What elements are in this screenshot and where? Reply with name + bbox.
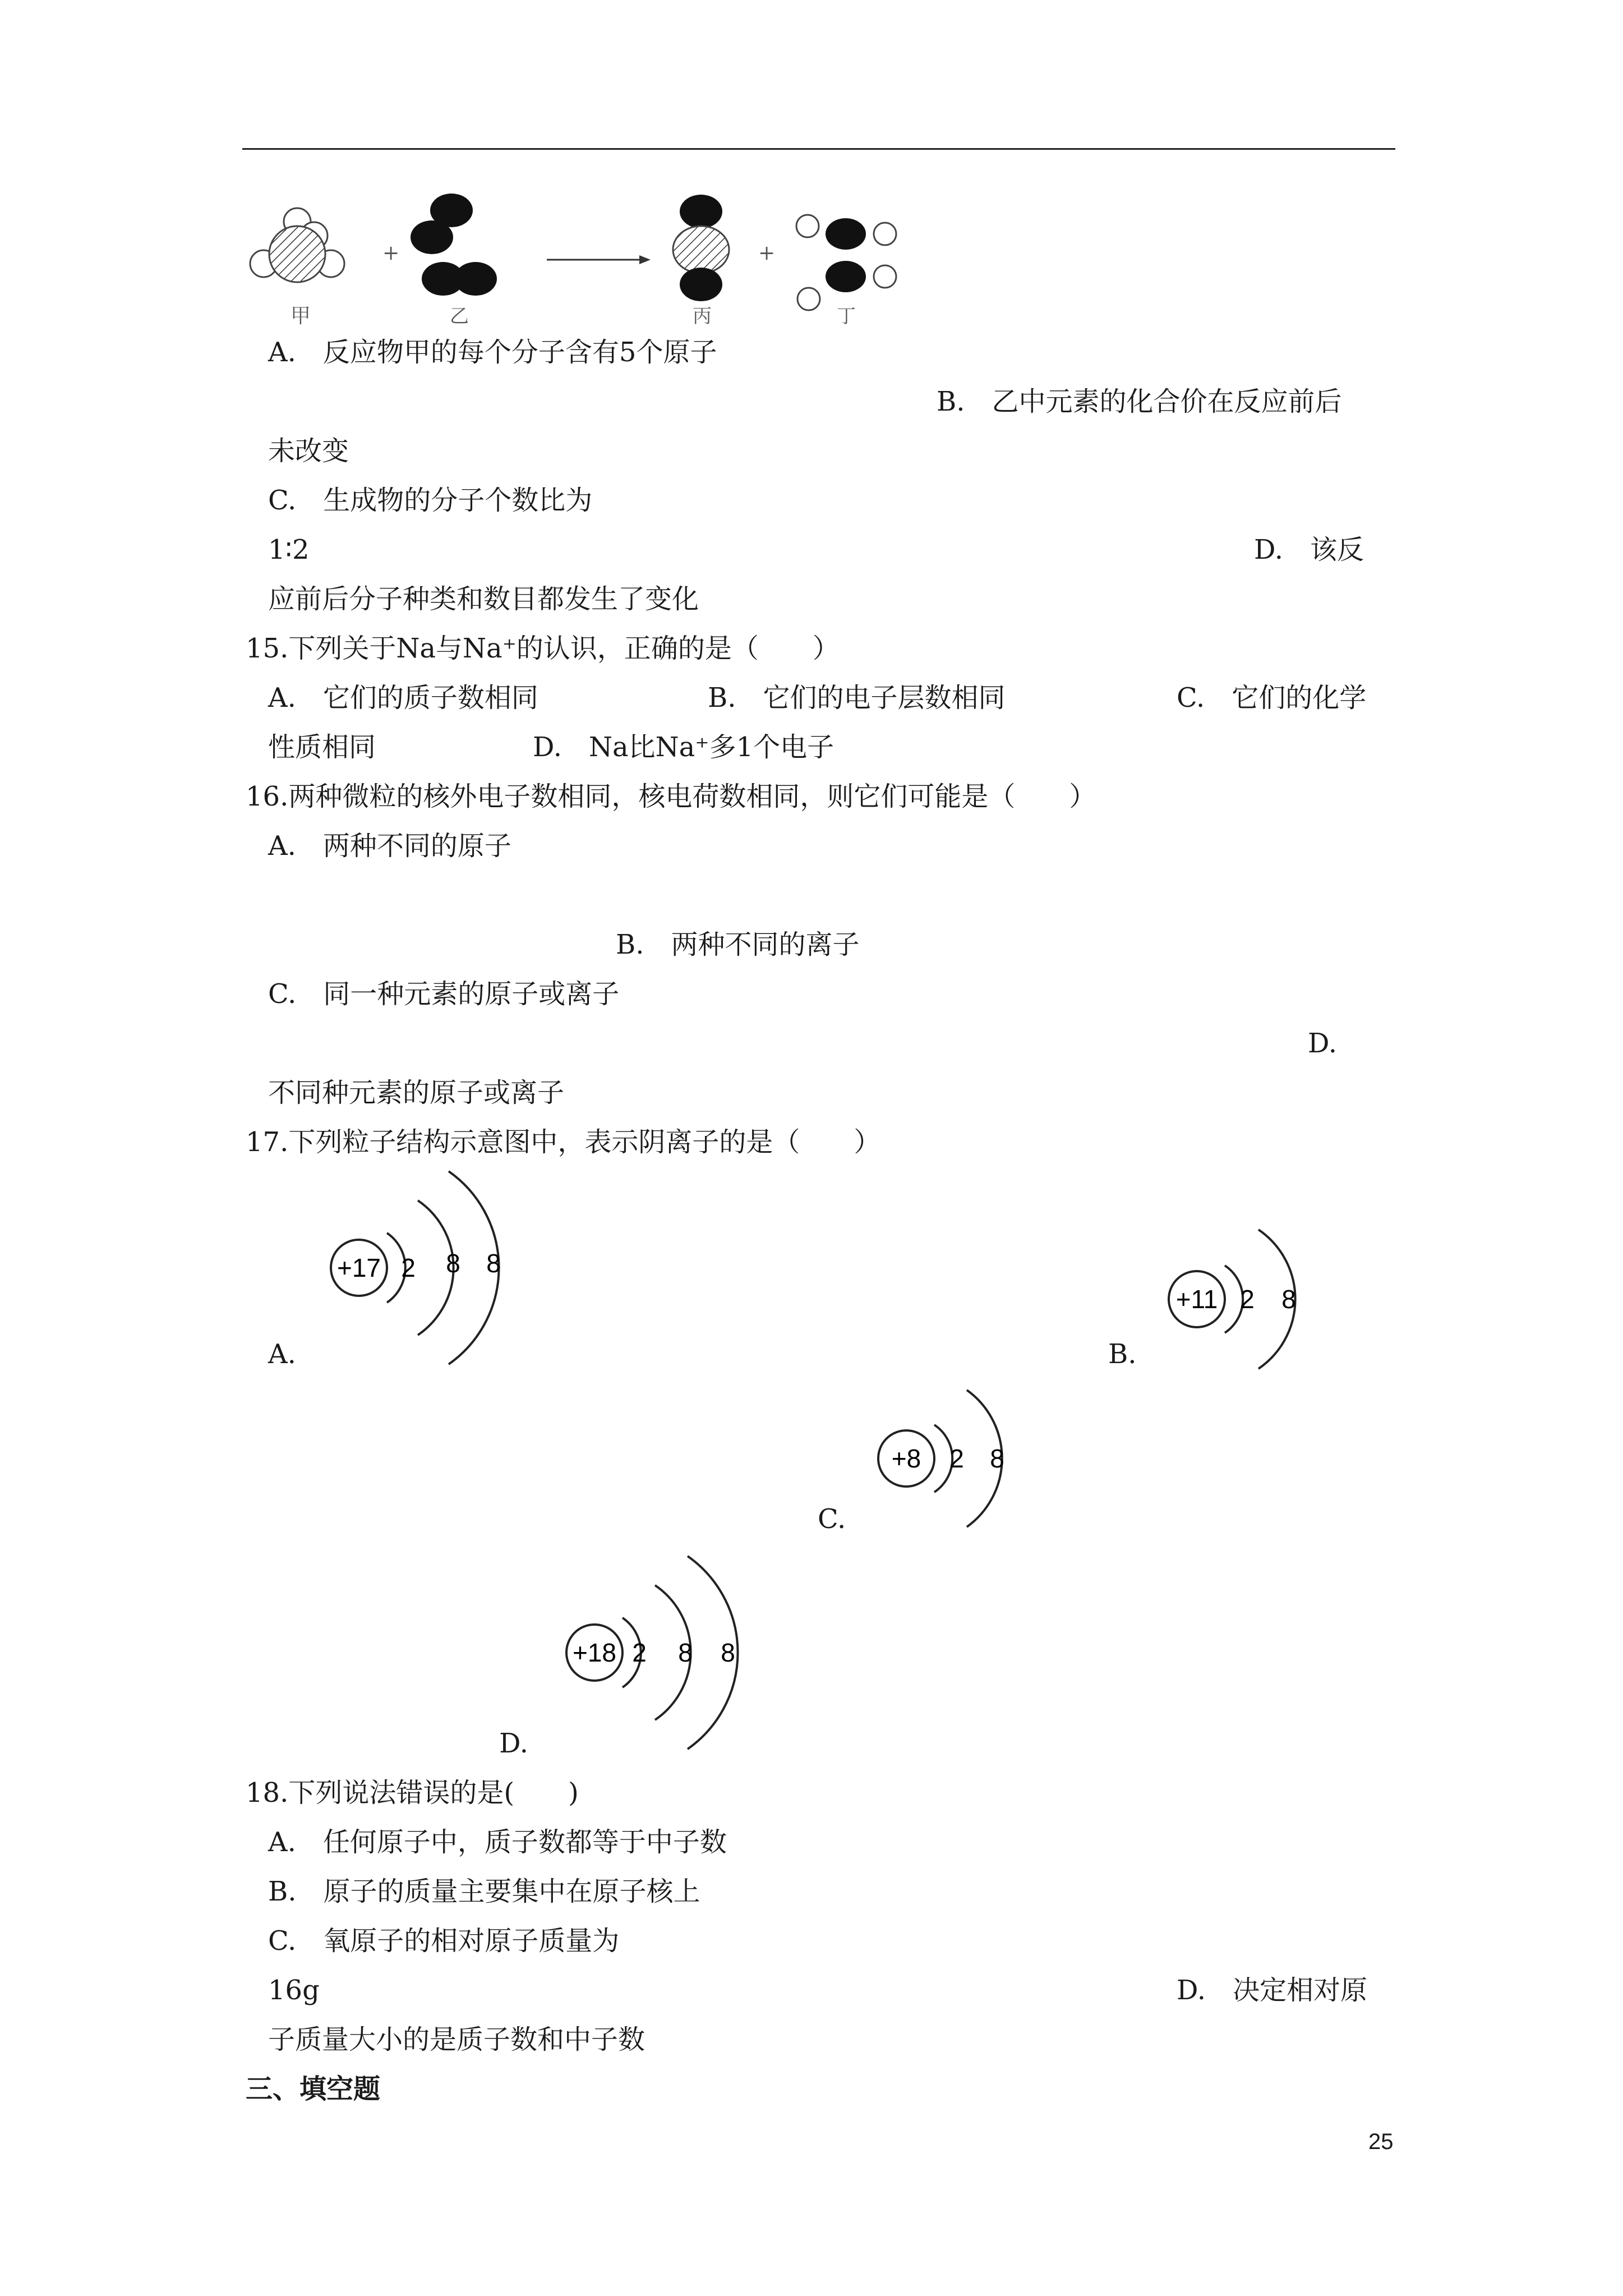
q15-option-b: B. 它们的电子层数相同 (708, 682, 1006, 714)
svg-text:8: 8 (721, 1638, 735, 1667)
page-number: 25 (1368, 2129, 1394, 2154)
svg-text:2: 2 (1240, 1285, 1255, 1314)
plus-sign-1: + (382, 242, 400, 265)
option-b: B. 乙中元素的化合价在反应前后 (937, 386, 1342, 417)
option-c-continued: 1∶2 (268, 534, 310, 565)
q17-label-a: A. (268, 1338, 296, 1370)
svg-text:+17: +17 (336, 1253, 381, 1282)
option-c: C. 生成物的分子个数比为 (268, 485, 593, 516)
molecule-yi (411, 194, 497, 296)
atom-diagram-c (873, 1386, 1018, 1531)
option-d-continued: 应前后分子种类和数目都发生了变化 (268, 583, 699, 615)
q18-stem: 18.下列说法错误的是( ) (246, 1777, 579, 1809)
svg-text:2: 2 (632, 1638, 647, 1667)
q15-option-d: D. Na比Na⁺多1个电子 (533, 731, 834, 763)
atom-diagram-a (325, 1167, 510, 1374)
q16-option-c: C. 同一种元素的原子或离子 (268, 978, 620, 1010)
svg-text:+18: +18 (572, 1638, 617, 1667)
molecule-bing (673, 195, 729, 301)
q17-label-b: B. (1108, 1338, 1137, 1370)
svg-text:+11: +11 (1175, 1285, 1218, 1314)
q16-option-b: B. 两种不同的离子 (616, 929, 860, 960)
q15-option-c: C. 它们的化学 (1177, 682, 1367, 714)
reaction-diagram (241, 188, 925, 328)
svg-text:2: 2 (949, 1444, 964, 1473)
svg-text:+8: +8 (891, 1444, 921, 1473)
header-rule (242, 148, 1395, 150)
label-ding: 丁 (837, 305, 856, 328)
atom-diagram-b (1163, 1225, 1309, 1371)
molecule-jia (250, 208, 344, 282)
q15-stem: 15.下列关于Na与Na⁺的认识，正确的是（ ） (246, 633, 840, 664)
q18-option-a: A. 任何原子中，质子数都等于中子数 (268, 1826, 727, 1858)
q15-option-a: A. 它们的质子数相同 (268, 682, 538, 714)
svg-text:8: 8 (486, 1249, 501, 1278)
q18-option-d-continued: 子质量大小的是质子数和中子数 (268, 2024, 645, 2055)
atom-diagram-d (561, 1554, 746, 1761)
svg-text:8: 8 (446, 1249, 460, 1278)
svg-text:8: 8 (990, 1444, 1004, 1473)
option-a: A. 反应物甲的每个分子含有5个原子 (268, 337, 717, 368)
reaction-arrow (547, 255, 651, 264)
q16-option-a: A. 两种不同的原子 (268, 830, 511, 862)
q15-option-c-continued: 性质相同 (268, 731, 376, 763)
option-b-continued: 未改变 (268, 435, 349, 467)
label-yi: 乙 (450, 305, 469, 328)
svg-text:8: 8 (678, 1638, 693, 1667)
q18-option-d: D. 决定相对原 (1177, 1975, 1368, 2006)
section-heading: 三、填空题 (246, 2073, 381, 2105)
q17-stem: 17.下列粒子结构示意图中，表示阴离子的是（ ） (246, 1126, 881, 1158)
q17-label-c: C. (818, 1503, 846, 1535)
q17-label-d: D. (499, 1728, 529, 1759)
q18-option-b: B. 原子的质量主要集中在原子核上 (268, 1876, 700, 1907)
label-jia: 甲 (291, 305, 311, 328)
q18-option-c: C. 氧原子的相对原子质量为 (268, 1925, 620, 1957)
option-d: D. 该反 (1254, 534, 1364, 565)
q16-option-d-continued: 不同种元素的原子或离子 (268, 1077, 565, 1108)
molecule-ding (796, 215, 896, 310)
q16-option-d: D. (1308, 1028, 1338, 1059)
q18-option-c-continued: 16g (268, 1975, 320, 2006)
plus-sign-2: + (758, 242, 776, 265)
svg-text:2: 2 (401, 1253, 416, 1282)
svg-text:8: 8 (1281, 1285, 1296, 1314)
q16-stem: 16.两种微粒的核外电子数相同，核电荷数相同，则它们可能是（ ） (246, 781, 1096, 812)
label-bing: 丙 (693, 305, 712, 328)
